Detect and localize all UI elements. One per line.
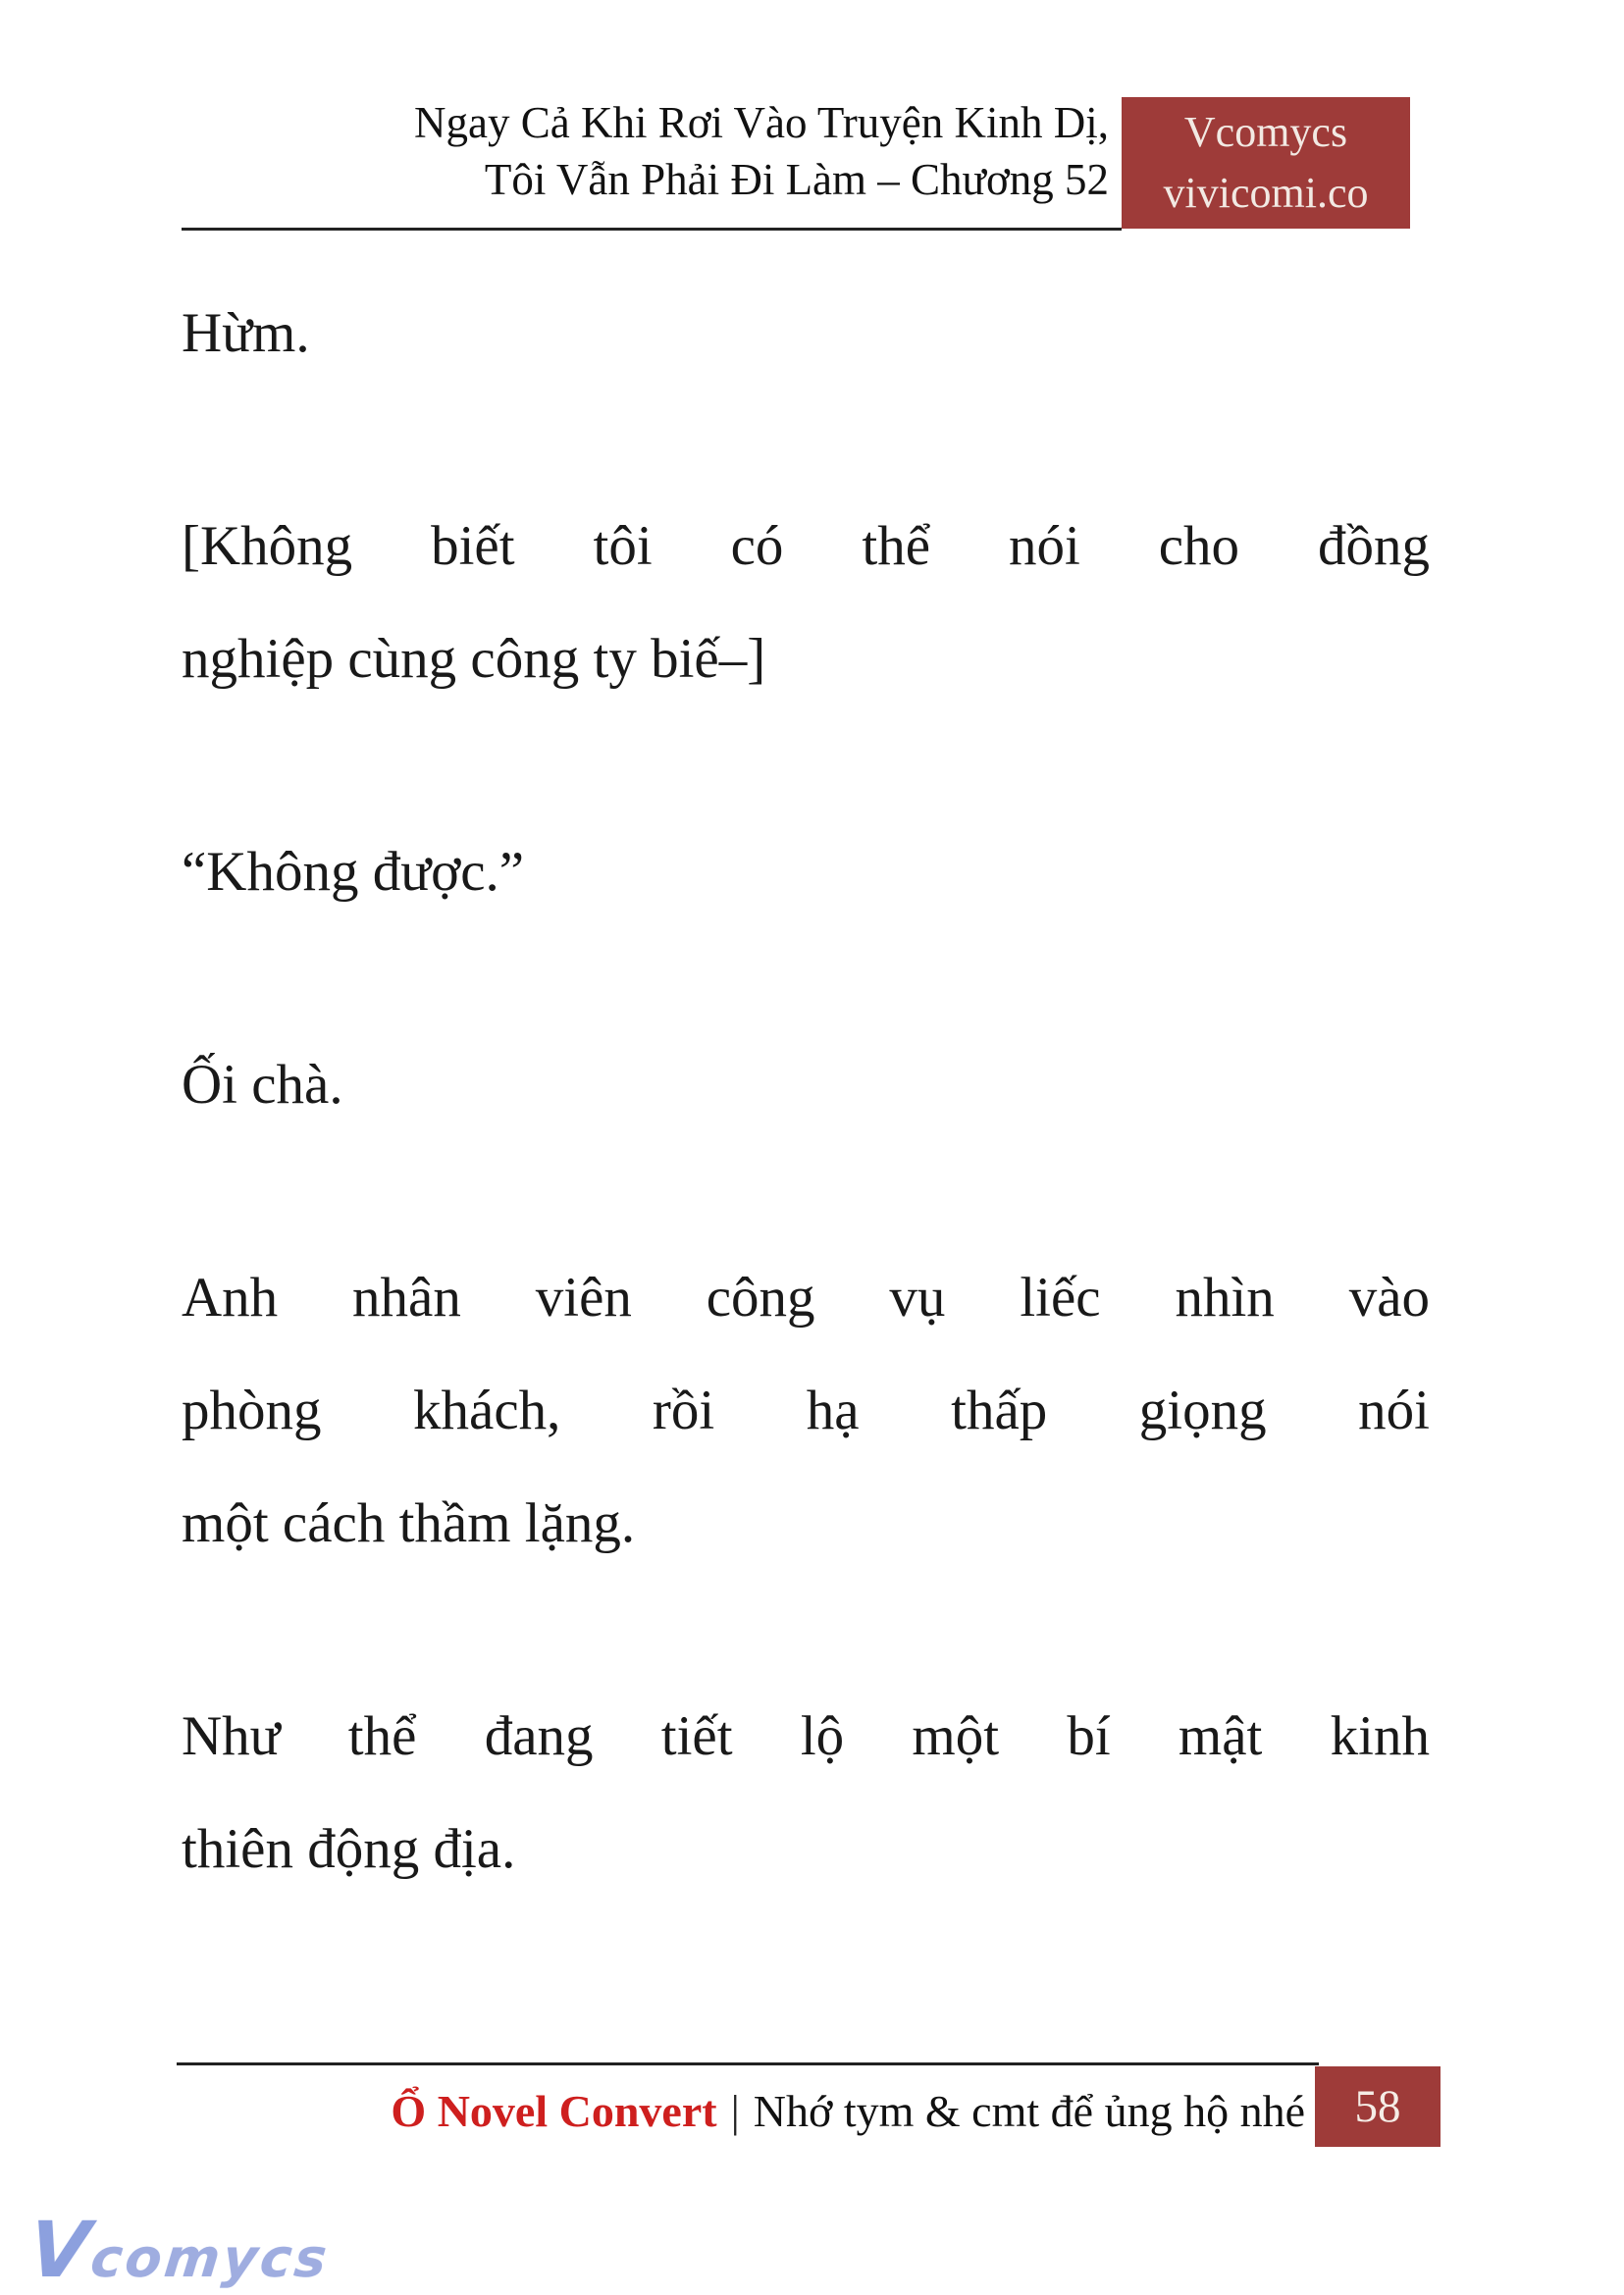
brand-badge [1122,97,1410,229]
vcomycs-watermark-logo: Vcomycs [25,2206,333,2295]
footer-credit-line [391,2082,1305,2141]
paragraph-line: Hừm. [182,302,310,364]
paragraph [182,490,1430,715]
footer-credit-name: Ổ Novel Convert [391,2086,717,2136]
page-title-line-1: Ngay Cả Khi Rơi Vào Truyện Kinh Dị, [414,98,1109,147]
page-number-badge: 58 [1315,2066,1441,2147]
paragraph [182,277,1430,390]
paragraph [182,1680,1430,1905]
paragraph-line: “Không được.” [182,841,525,903]
body-text [182,277,1430,1905]
page-title [182,94,1109,208]
page-title-line-2: Tôi Vẫn Phải Đi Làm – Chương 52 [484,155,1109,204]
footer-divider [177,2062,1319,2065]
paragraph-line: phòng khách, rồi hạ thấp giọng nói [182,1380,1430,1441]
paragraph-line: [Không biết tôi có thể nói cho đồng [182,515,1430,577]
brand-name: Vcomycs [1183,108,1348,156]
paragraph-line: Như thể đang tiết lộ một bí mật kinh [182,1705,1430,1767]
paragraph [182,1241,1430,1580]
header-divider [182,228,1122,231]
paragraph-line: thiên động địa. [182,1818,516,1880]
paragraph-line: một cách thầm lặng. [182,1492,636,1554]
paragraph [182,815,1430,928]
paragraph-line: nghiệp cùng công ty biế–] [182,628,766,690]
brand-site: vivicomi.co [1163,169,1369,217]
footer-note: Nhớ tym & cmt để ủng hộ nhé [753,2086,1305,2136]
paragraph [182,1028,1430,1141]
footer-separator: | [730,2086,740,2136]
paragraph-line: Anh nhân viên công vụ liếc nhìn vào [182,1267,1430,1329]
paragraph-line: Ối chà. [182,1054,343,1116]
